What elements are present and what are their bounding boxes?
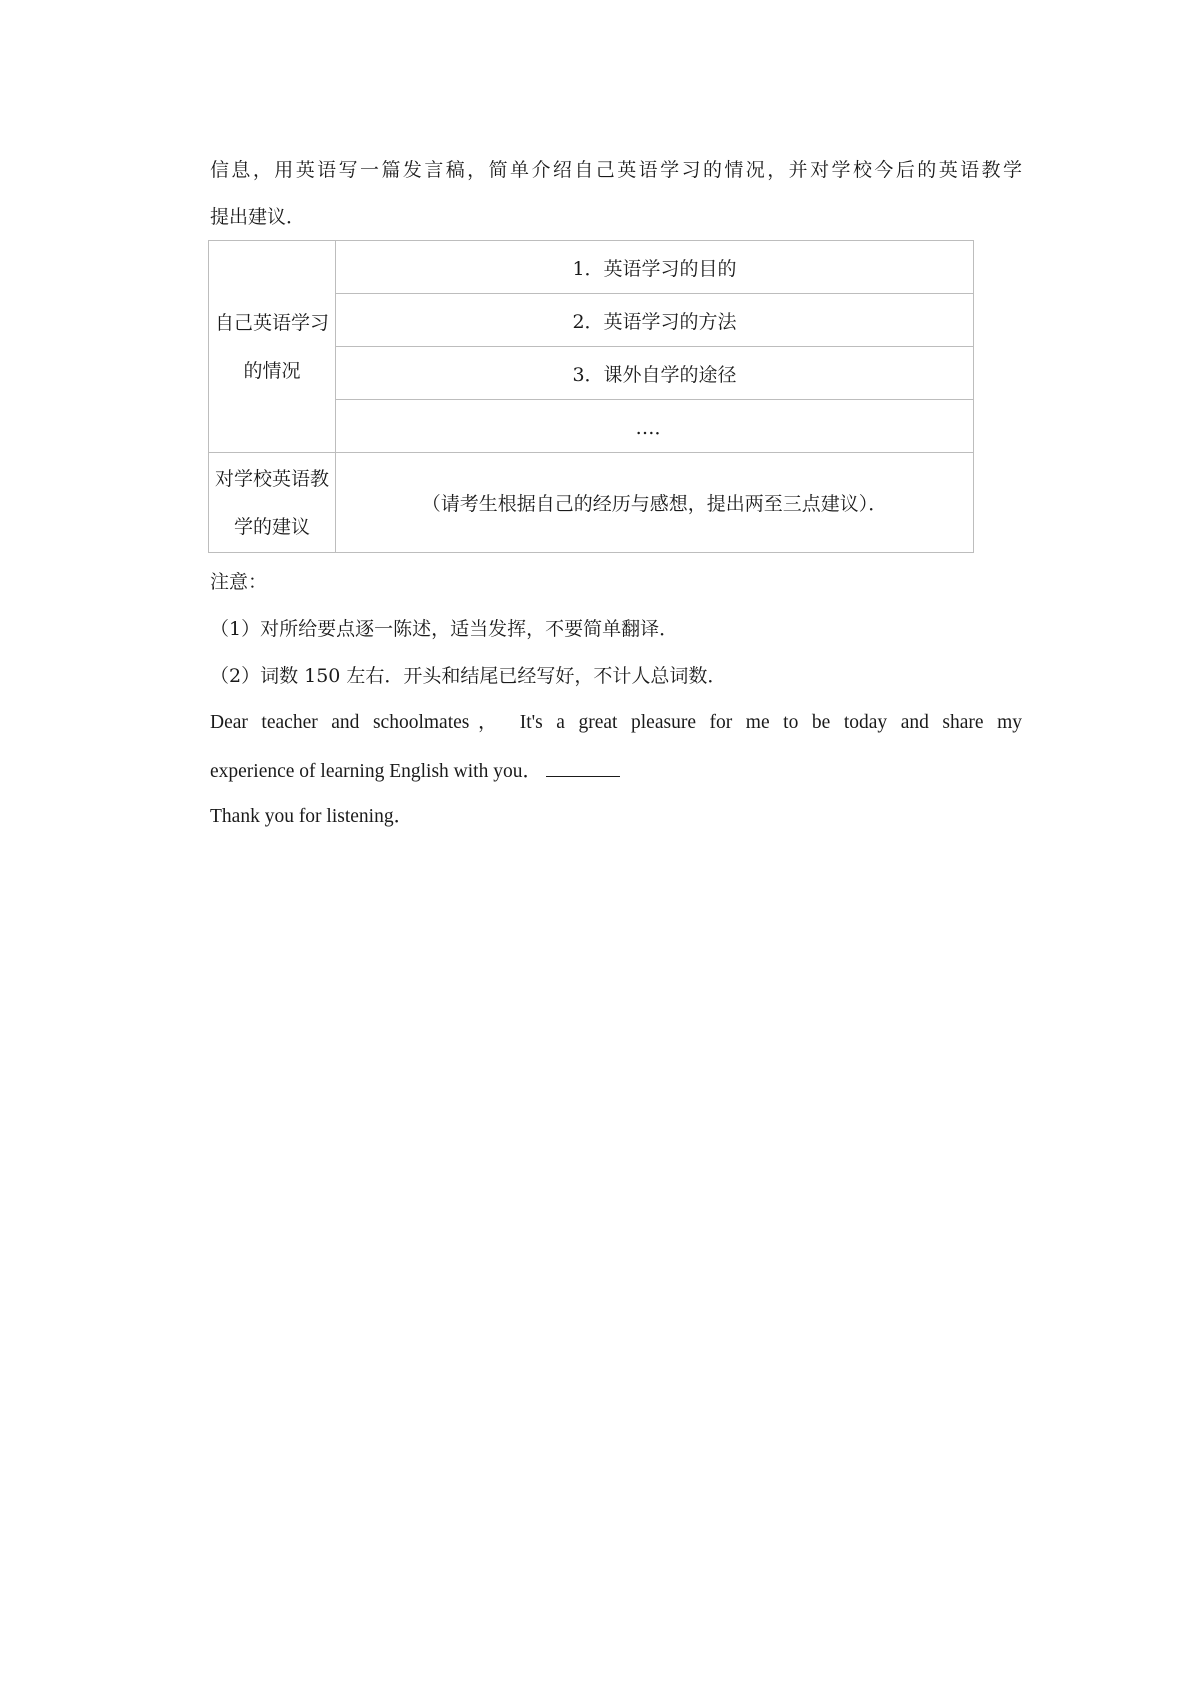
note-2: （2）词数 150 左右．开头和结尾已经写好，不计人总词数． xyxy=(210,665,727,687)
intro-line-1: 信息，用英语写一篇发言稿，简单介绍自己英语学习的情况，并对学校今后的英语教学 xyxy=(210,159,1022,181)
essay-closing: Thank you for listening． xyxy=(210,806,414,827)
notes-title: 注意： xyxy=(210,571,268,593)
table-item-self-study: 3．课外自学的途径 xyxy=(336,347,974,400)
intro-line-2: 提出建议． xyxy=(210,206,306,228)
essay-line-1: Dear teacher and schoolmates， It's a great pleasure for me to be today and share my xyxy=(210,712,1022,733)
table-item-method: 2．英语学习的方法 xyxy=(336,294,974,347)
table-advice-text: （请考生根据自己的经历与感想，提出两至三点建议）． xyxy=(336,453,974,553)
note-1: （1）对所给要点逐一陈述，适当发挥，不要简单翻译． xyxy=(210,618,679,640)
table-item-purpose: 1．英语学习的目的 xyxy=(336,241,974,294)
table-row-header-suggestions: 对学校英语教学的建议 xyxy=(209,453,336,553)
table-row-header-own-learning: 自己英语学习的情况 xyxy=(209,241,336,453)
essay-line-2-text: experience of learning English with you． xyxy=(210,761,542,782)
writing-outline-table xyxy=(208,240,974,553)
answer-blank[interactable] xyxy=(546,758,620,777)
table-item-ellipsis: …． xyxy=(336,400,974,453)
essay-line-2 xyxy=(210,758,620,784)
